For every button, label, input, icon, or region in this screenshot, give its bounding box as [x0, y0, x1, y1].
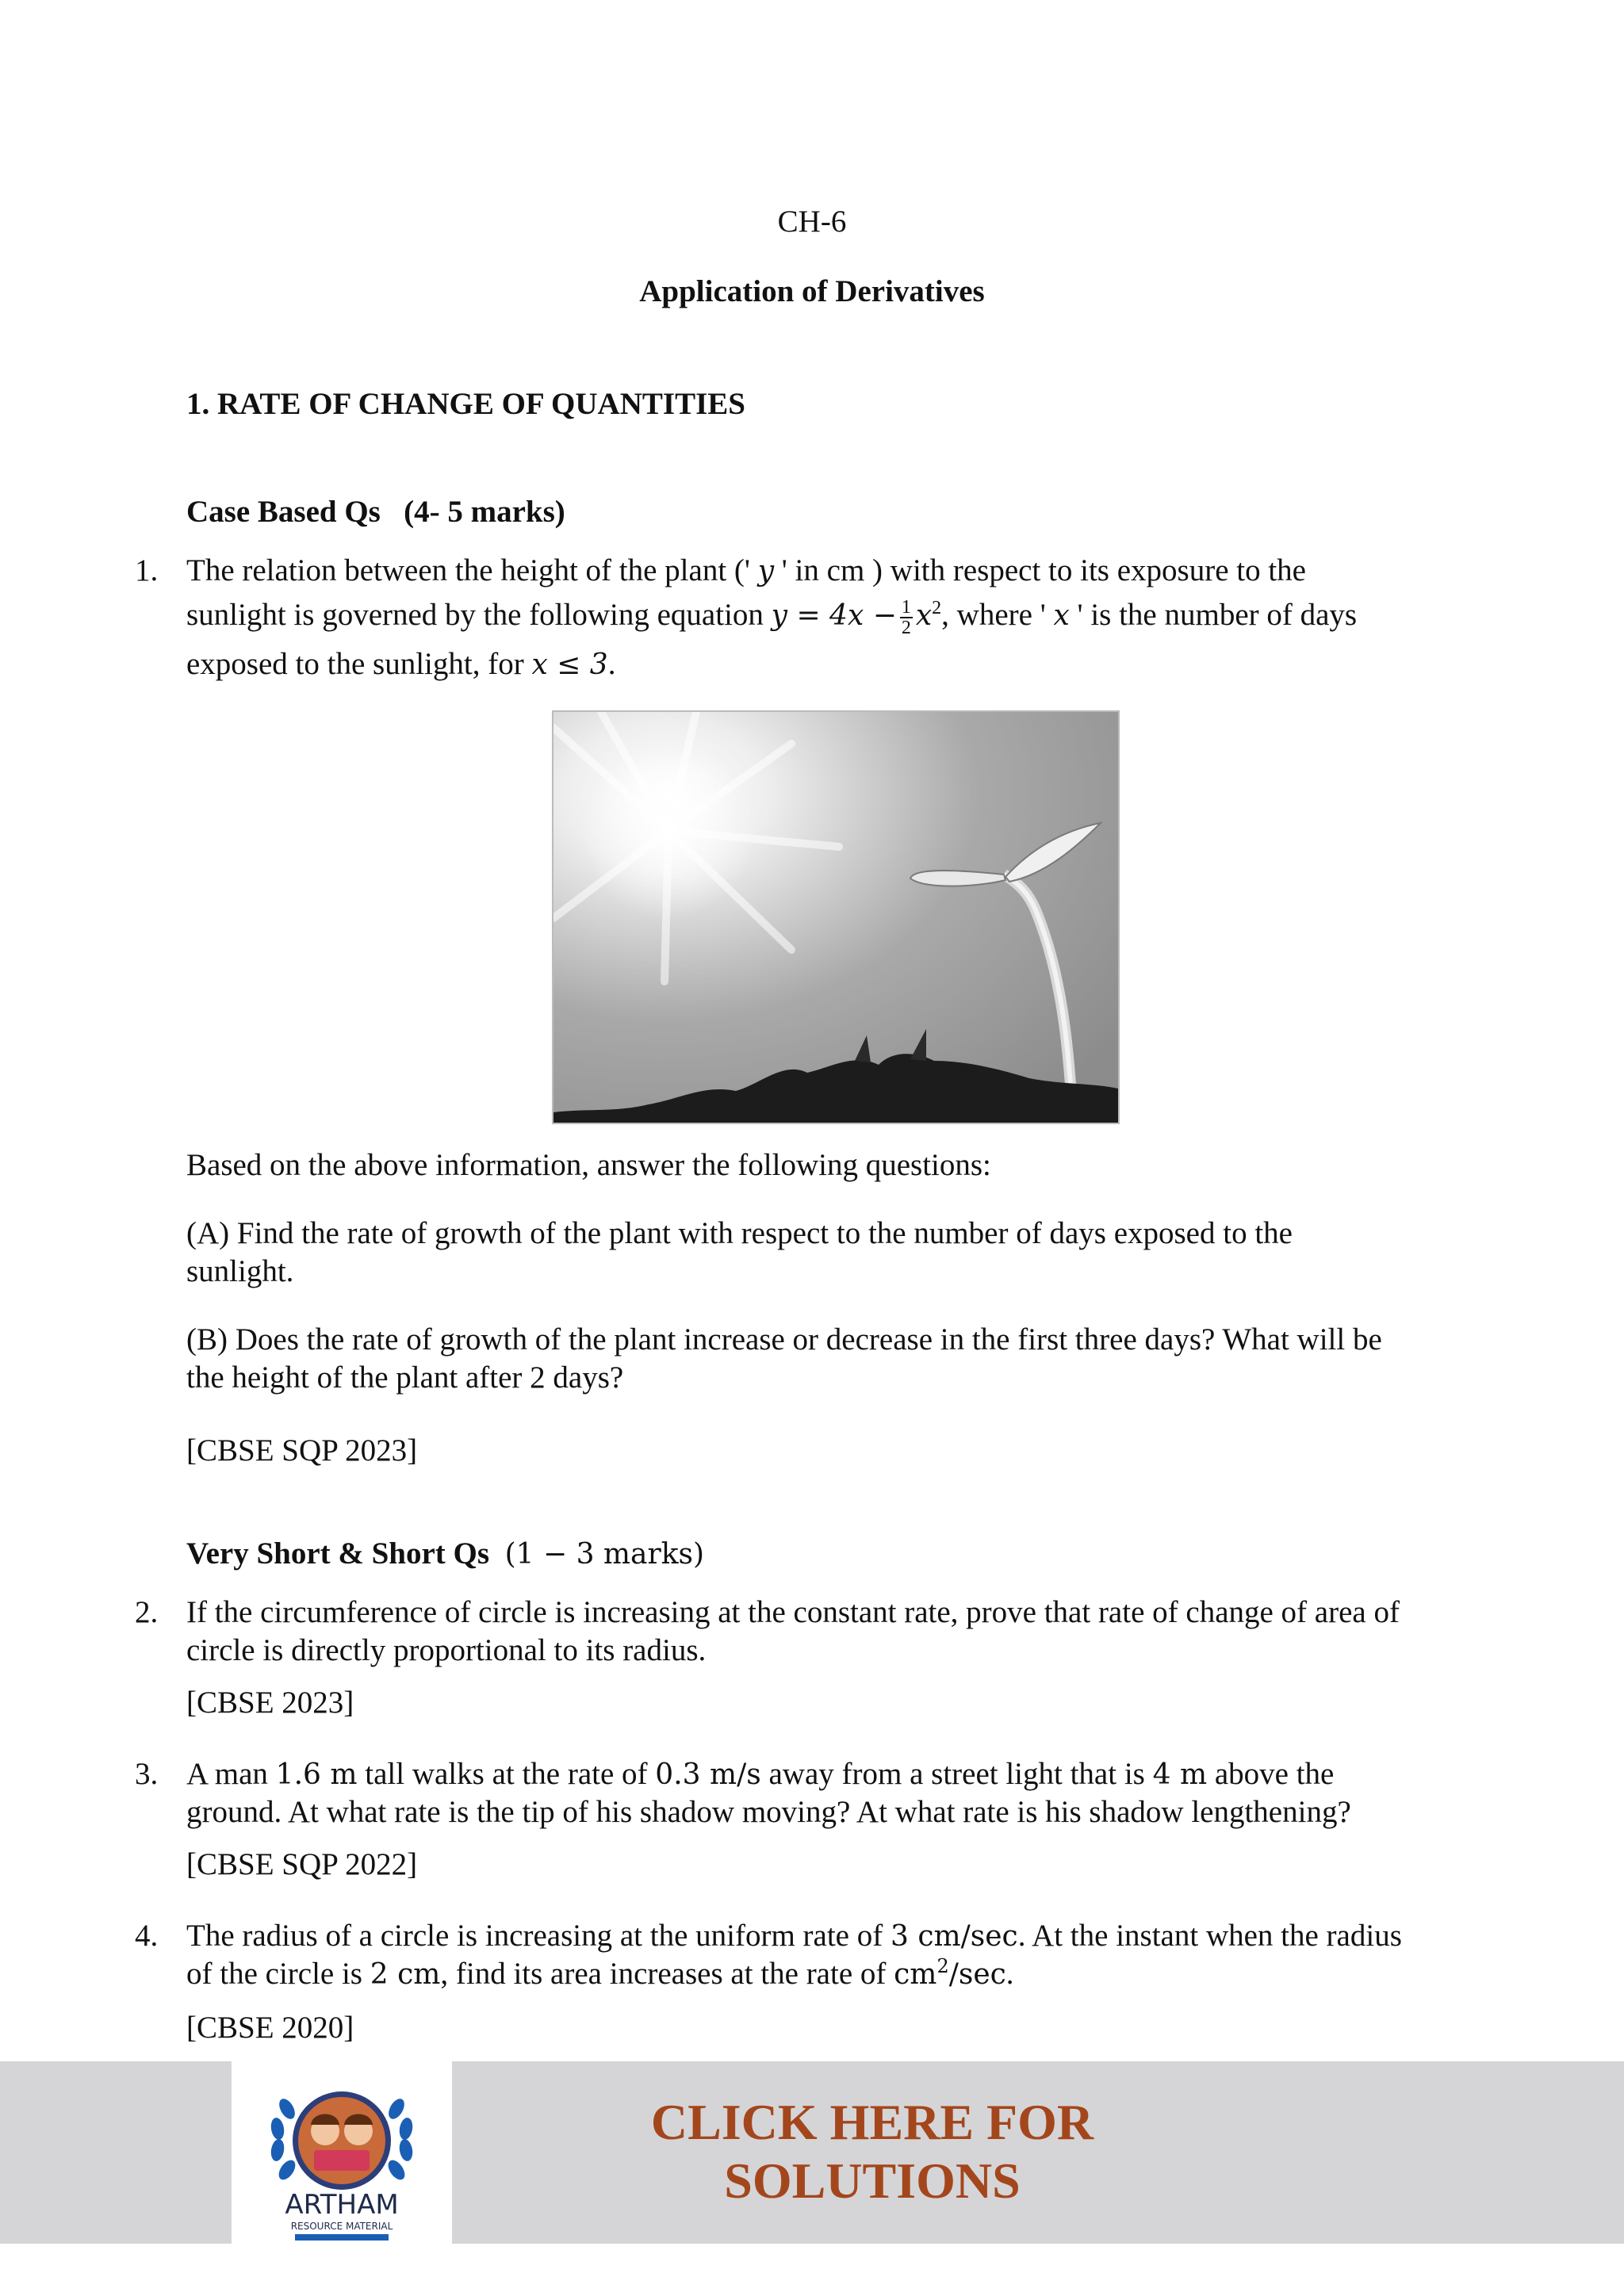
q3-height-value: 1.6 m: [275, 1758, 358, 1791]
q1-text: sunlight is governed by the following equation: [186, 598, 764, 632]
q1-text: The relation between the height of the plant (': [186, 553, 750, 587]
q2-line1: If the circumference of circle is increasing at the constant rate, prove that rate of change of area of: [186, 1595, 1400, 1629]
q1-var-x: x: [1053, 599, 1070, 632]
q4-text: . At the instant when the radius: [1017, 1919, 1402, 1953]
case-based-marks: (4- 5 marks): [404, 495, 565, 529]
q1-text: ' is the number of days: [1077, 598, 1358, 632]
artham-logo: [232, 2061, 452, 2244]
q1-source: [CBSE SQP 2023]: [186, 1433, 418, 1468]
q1-var-y: y: [757, 555, 775, 587]
short-heading: [186, 1535, 704, 1574]
q4-text: .: [1005, 1957, 1014, 1991]
case-based-heading: [186, 493, 565, 531]
q4-text: of the circle is: [186, 1957, 362, 1991]
q4-source: [CBSE 2020]: [186, 2011, 354, 2045]
cta-line2: SOLUTIONS: [724, 2152, 1021, 2209]
q2-number: 2.: [135, 1595, 159, 1629]
q3-text: A man: [186, 1757, 268, 1791]
plant-sunlight-image: [552, 710, 1120, 1124]
q1-part-b-line2: the height of the plant after 2 days?: [186, 1360, 624, 1395]
q1-part-a-line1: (A) Find the rate of growth of the plant with respect to the number of days exposed to the: [186, 1216, 1293, 1250]
q1-intro: Based on the above information, answer the following questions:: [186, 1148, 991, 1182]
q1-condition: x ≤ 3: [531, 649, 608, 681]
q1-text: , where ': [941, 598, 1046, 632]
q3-text: tall walks at the rate of: [365, 1757, 648, 1791]
section-heading: 1. RATE OF CHANGE OF QUANTITIES: [186, 387, 745, 421]
artham-logo-text: ARTHAM: [285, 2189, 399, 2221]
q1-number: 1.: [135, 553, 159, 587]
q4-unit-base: cm: [894, 1958, 937, 1991]
q3-number: 3.: [135, 1757, 159, 1791]
artham-logo-subtext: RESOURCE MATERIAL: [290, 2221, 393, 2232]
short-heading-marks: (1 − 3 marks): [504, 1538, 705, 1571]
q1-fraction: [900, 598, 913, 637]
q1-text: .: [607, 647, 616, 681]
q4-text: , find its area increases at the rate of: [440, 1957, 887, 1991]
short-heading-label: Very Short & Short Qs: [186, 1536, 490, 1571]
q4-unit: [894, 1955, 1006, 1991]
case-based-label: Case Based Qs: [186, 495, 381, 529]
q4-number: 4.: [135, 1919, 159, 1953]
q3-source: [CBSE SQP 2022]: [186, 1847, 418, 1881]
q3-text: above the: [1214, 1757, 1335, 1791]
q4-line2: [186, 1955, 1487, 1994]
q1-line2: [186, 596, 1487, 637]
q1-equation-x: x: [915, 599, 933, 632]
fraction-numerator: 1: [901, 597, 911, 618]
cta-line1: CLICK HERE FOR: [650, 2094, 1094, 2150]
q2-line2: circle is directly proportional to its radius.: [186, 1633, 707, 1667]
q1-part-a-line2: sunlight.: [186, 1254, 294, 1288]
q1-equation: y = 4x −: [771, 599, 897, 632]
q2-source: [CBSE 2023]: [186, 1686, 354, 1720]
q1-line3: [186, 645, 1487, 684]
q3-text: away from a street light that is: [768, 1757, 1145, 1791]
q4-rate-value: 3 cm/sec: [890, 1920, 1018, 1953]
q4-radius-value: 2 cm: [370, 1958, 441, 1991]
q3-line1: [186, 1755, 1487, 1794]
q3-light-height-value: 4 m: [1152, 1758, 1208, 1791]
artham-logo-emblem: [232, 2061, 452, 2244]
q3-line2: ground. At what rate is the tip of his shadow moving? At what rate is his shadow lengthening?: [186, 1795, 1351, 1829]
q1-exponent: 2: [932, 598, 942, 618]
q4-line1: [186, 1917, 1487, 1956]
q1-text: ' in cm ) with respect to its exposure to the: [781, 553, 1306, 587]
chapter-label: CH-6: [777, 205, 847, 239]
fraction-denominator: 2: [901, 618, 911, 639]
click-here-for-solutions-link[interactable]: [539, 2093, 1205, 2210]
plant-sunlight-illustration: [553, 712, 1118, 1123]
q1-text: exposed to the sunlight, for: [186, 647, 524, 681]
chapter-title: Application of Derivatives: [639, 274, 985, 308]
q1-line1: [186, 552, 1487, 591]
q3-speed-value: 0.3 m/s: [655, 1758, 761, 1791]
q1-part-b-line1: (B) Does the rate of growth of the plant increase or decrease in the first three days? What will be: [186, 1322, 1382, 1357]
q4-text: The radius of a circle is increasing at the uniform rate of: [186, 1919, 883, 1953]
q4-unit-exponent: 2: [936, 1955, 949, 1977]
q4-unit-rest: /sec: [948, 1958, 1006, 1991]
